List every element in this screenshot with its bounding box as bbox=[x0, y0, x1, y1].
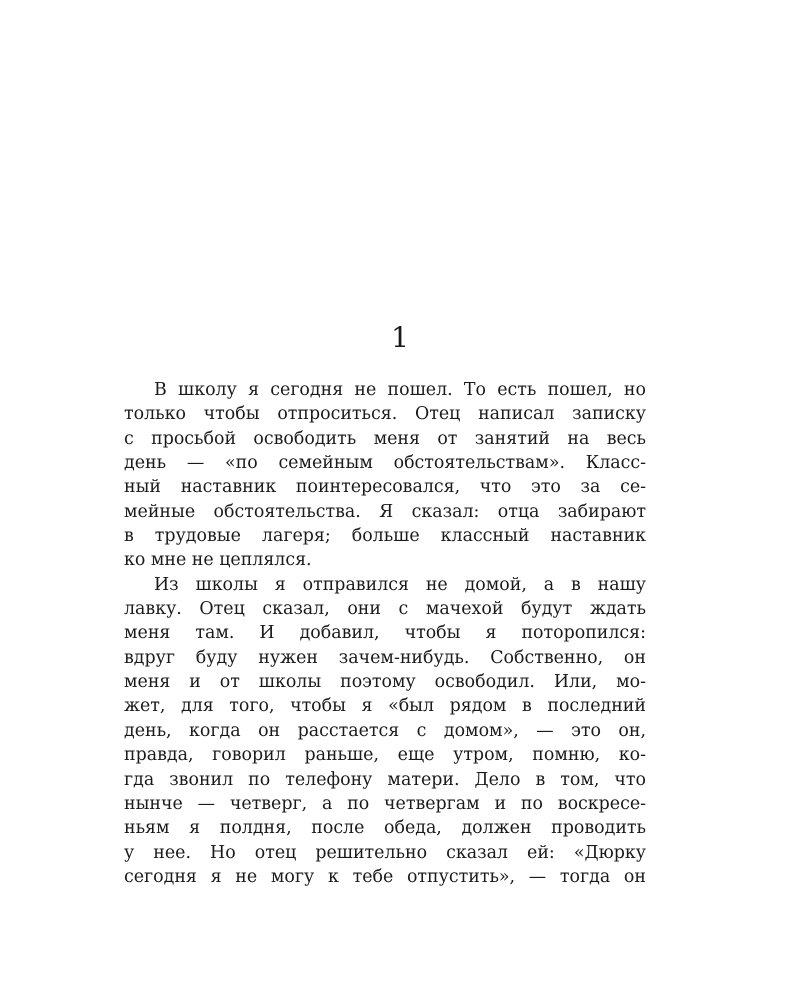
text-line: мейные обстоятельства. Я сказал: отца забирают bbox=[124, 501, 646, 522]
paragraph-1 bbox=[124, 378, 646, 573]
chapter-number: 1 bbox=[391, 321, 409, 354]
body-text bbox=[124, 378, 646, 889]
text-line: только чтобы отпроситься. Отец написал записку bbox=[124, 404, 646, 425]
text-line: у нее. Но отец решительно сказал ей: «Дюрку bbox=[124, 842, 646, 863]
text-line: жет, для того, чтобы я «был рядом в последний bbox=[124, 696, 646, 717]
text-line: меня и от школы поэтому освободил. Или, мо- bbox=[124, 672, 646, 693]
text-line: лавку. Отец сказал, они с мачехой будут ждать bbox=[124, 599, 646, 620]
text-line: гда звонил по телефону матери. Дело в том, что bbox=[124, 769, 646, 790]
text-line: меня там. И добавил, чтобы я поторопился: bbox=[124, 623, 646, 644]
text-line: ко мне не цеплялся. bbox=[124, 550, 312, 571]
text-line: вдруг буду нужен зачем-нибудь. Собственно, он bbox=[124, 647, 646, 668]
paragraph-2 bbox=[124, 573, 646, 889]
text-line: день, когда он расстается с домом», — это он, bbox=[124, 720, 646, 741]
text-line: нынче — четверг, а по четвергам и по воскресе- bbox=[124, 793, 646, 814]
text-line: Из школы я отправился не домой, а в нашу bbox=[154, 574, 646, 595]
text-line: В школу я сегодня не пошел. То есть пошел, но bbox=[154, 380, 646, 400]
text-line: день — «по семейным обстоятельствам». Класс- bbox=[124, 453, 646, 474]
text-line: в трудовые лагеря; больше классный наставник bbox=[124, 526, 646, 547]
text-line: ньям я полдня, после обеда, должен проводить bbox=[124, 818, 646, 839]
text-line: правда, говорил раньше, еще утром, помню, ко- bbox=[124, 745, 646, 766]
text-line: ный наставник поинтересовался, что это за се- bbox=[124, 477, 646, 498]
text-line: сегодня я не могу к тебе отпустить», — тогда он bbox=[124, 866, 646, 887]
text-line: с просьбой освободить меня от занятий на весь bbox=[124, 428, 646, 449]
